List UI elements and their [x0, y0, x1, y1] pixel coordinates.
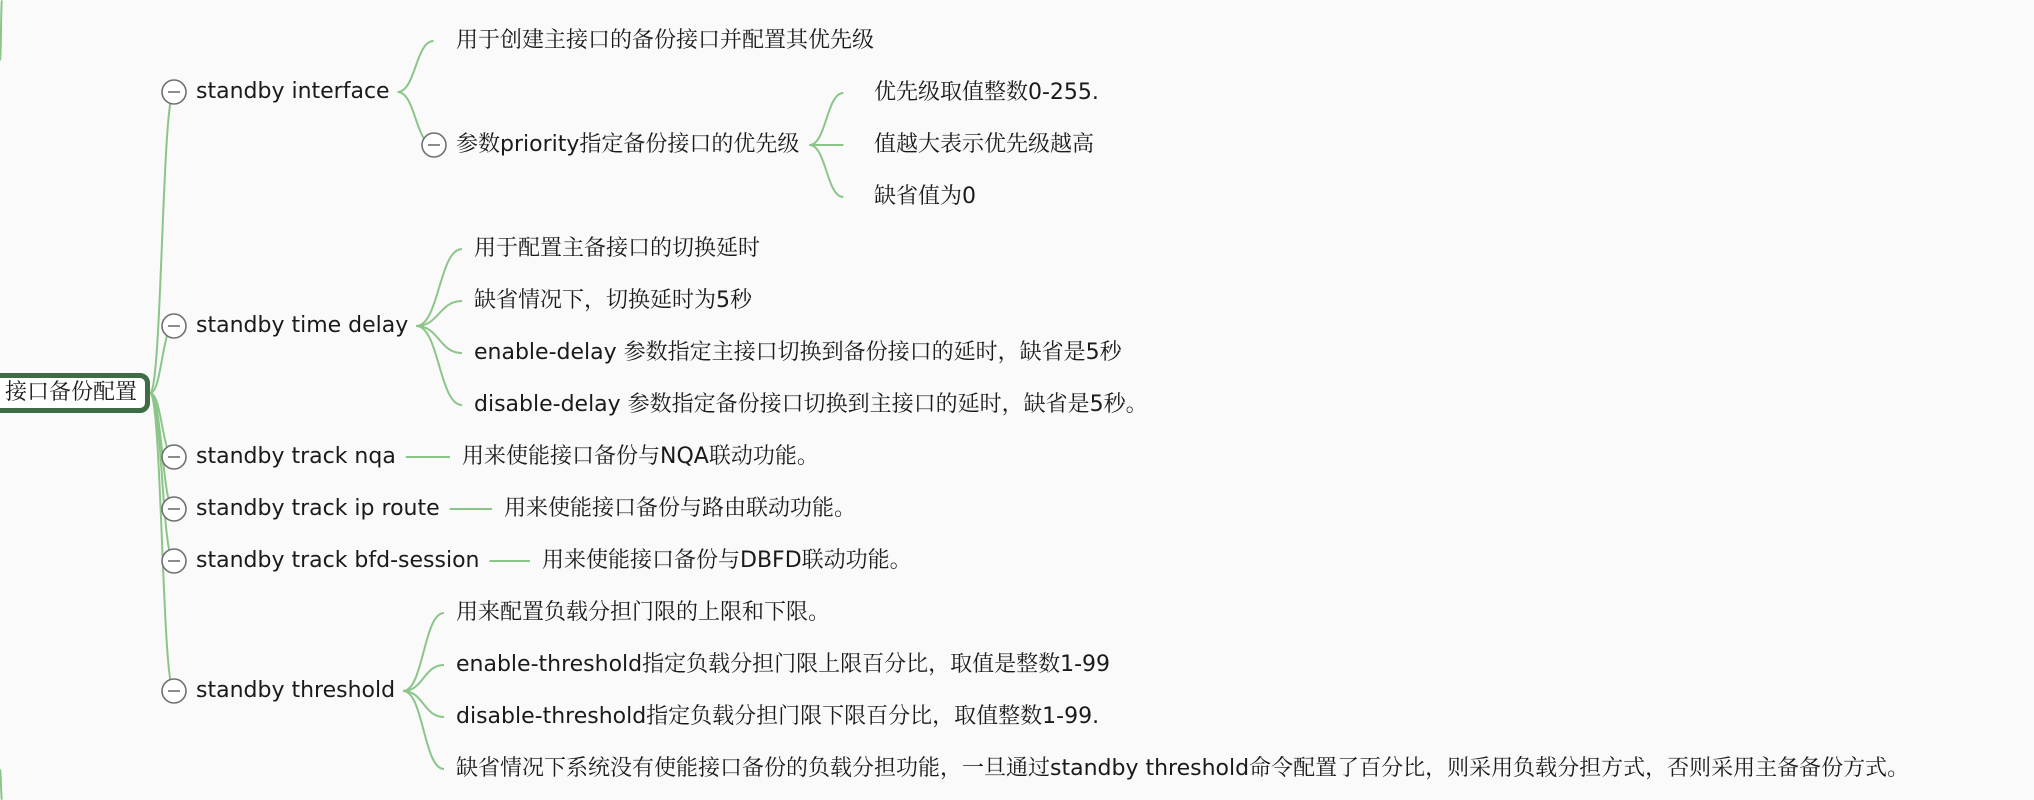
leaf-node[interactable]: disable-threshold指定负载分担门限下限百分比，取值整数1-99. — [456, 704, 1100, 729]
root-connector — [150, 92, 174, 393]
collapse-icon[interactable] — [162, 549, 186, 573]
leaf-node[interactable]: 用来使能接口备份与路由联动功能。 — [504, 496, 857, 521]
leaf-node[interactable]: 用来使能接口备份与DBFD联动功能。 — [542, 548, 912, 573]
root-left-connector — [0, 770, 2, 800]
leaf-node[interactable]: 优先级取值整数0-255. — [874, 80, 1099, 105]
leaf-node[interactable]: 用于创建主接口的备份接口并配置其优先级 — [456, 28, 875, 53]
root-left-connector — [0, 0, 2, 60]
root-node-label: 接口备份配置 — [5, 380, 138, 405]
leaf-node[interactable]: enable-threshold指定负载分担门限上限百分比，取值是整数1-99 — [456, 652, 1111, 677]
branch-node-standby-interface[interactable]: standby interface — [196, 79, 390, 104]
branch-node-standby-threshold[interactable]: standby threshold — [196, 678, 396, 703]
branch-connector — [416, 326, 462, 405]
branch-node-standby-track-ip-route[interactable]: standby track ip route — [196, 496, 440, 521]
sub-branch-node-priority[interactable]: 参数priority指定备份接口的优先级 — [456, 132, 800, 157]
leaf-node[interactable]: 缺省情况下系统没有使能接口备份的负载分担功能，一旦通过standby threshold命令配置了百分比，则采用负载分担方式，否则采用主备备份方式。 — [456, 756, 1910, 781]
branch-node-standby-track-nqa[interactable]: standby track nqa — [196, 444, 396, 469]
root-connector — [150, 393, 174, 691]
collapse-icon[interactable] — [422, 133, 446, 157]
collapse-icon[interactable] — [162, 445, 186, 469]
collapse-icon[interactable] — [162, 314, 186, 338]
branch-node-standby-time-delay[interactable]: standby time delay — [196, 313, 409, 338]
leaf-node[interactable]: 缺省值为0 — [874, 184, 976, 209]
leaf-node[interactable]: disable-delay 参数指定备份接口切换到主接口的延时，缺省是5秒。 — [474, 392, 1148, 417]
leaf-node[interactable]: 用来使能接口备份与NQA联动功能。 — [462, 444, 819, 469]
branch-connector — [398, 41, 434, 92]
collapse-icon[interactable] — [162, 80, 186, 104]
leaf-node[interactable]: 用于配置主备接口的切换延时 — [474, 236, 761, 261]
branch-node-standby-track-bfd-session[interactable]: standby track bfd-session — [196, 548, 480, 573]
collapse-icon[interactable] — [162, 679, 186, 703]
collapse-icon[interactable] — [162, 497, 186, 521]
leaf-node[interactable]: 缺省情况下，切换延时为5秒 — [474, 288, 752, 313]
branch-connector — [809, 93, 843, 145]
root-node[interactable] — [0, 373, 150, 413]
branch-connector — [809, 145, 843, 197]
leaf-node[interactable]: 用来配置负载分担门限的上限和下限。 — [456, 600, 831, 625]
leaf-node[interactable]: 值越大表示优先级越高 — [874, 132, 1095, 157]
leaf-node[interactable]: enable-delay 参数指定主接口切换到备份接口的延时，缺省是5秒 — [474, 340, 1122, 365]
